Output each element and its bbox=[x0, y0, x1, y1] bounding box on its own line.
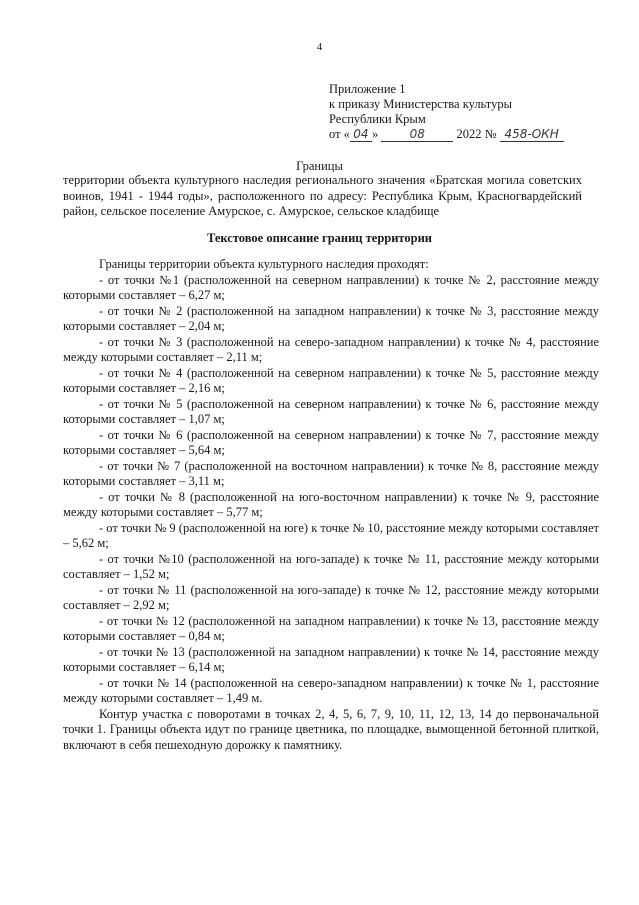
date-day-handwritten: 04 bbox=[353, 127, 369, 141]
document-title: Границы bbox=[296, 159, 343, 173]
number-sign: № bbox=[484, 127, 497, 141]
date-month-handwritten: 08 bbox=[409, 127, 425, 141]
segment-paragraph: - от точки № 6 (расположенной на северном направлении) к точке № 7, расстояние между которыми составляет – 5,64 м; bbox=[63, 427, 599, 457]
page-number: 4 bbox=[316, 41, 323, 53]
segment-paragraph: - от точки № 13 (расположенной на западном направлении) к точке № 14, расстояние между которыми составляет – 6,14 м; bbox=[63, 644, 599, 674]
section-heading: Текстовое описание границ территории bbox=[206, 231, 433, 245]
segment-paragraph: - от точки № 8 (расположенной на юго-восточном направлении) к точке № 9, расстояние между которыми составляет – 5,77 м; bbox=[63, 489, 599, 519]
segment-paragraph: - от точки № 9 (расположенной на юге) к точке № 10, расстояние между которыми составляет – 5,62 м; bbox=[63, 520, 599, 550]
date-year: 2022 bbox=[456, 127, 482, 141]
date-prefix: от « bbox=[329, 127, 350, 141]
appendix-date-line bbox=[329, 127, 629, 142]
appendix-order-ref: к приказу Министерства культуры bbox=[329, 97, 512, 111]
segment-paragraph: - от точки № 3 (расположенной на северо-западном направлении) к точке № 4, расстояние между которыми составляет – 2,11 м; bbox=[63, 334, 599, 364]
date-month-field bbox=[381, 128, 453, 142]
appendix-title: Приложение 1 bbox=[329, 82, 406, 96]
closing-paragraph: Контур участка с поворотами в точках 2, 4, 5, 6, 7, 9, 10, 11, 12, 13, 14 до первоначальной точки 1. Границы объекта идут по границе цветника, по площадке, вымощенной бетонной плиткой, включают в себя пешеходную дорожку к памятнику. bbox=[63, 706, 599, 752]
segment-paragraph: - от точки № 4 (расположенной на северном направлении) к точке № 5, расстояние между которыми составляет – 2,16 м; bbox=[63, 365, 599, 395]
date-day-field bbox=[350, 128, 372, 142]
order-number-handwritten: 458-ОКН bbox=[504, 127, 559, 141]
segment-paragraph: - от точки № 2 (расположенной на западном направлении) к точке № 3, расстояние между которыми составляет – 2,04 м; bbox=[63, 303, 599, 333]
segment-paragraph: - от точки №10 (расположенной на юго-западе) к точке № 11, расстояние между которыми составляет – 1,52 м; bbox=[63, 551, 599, 581]
segment-paragraph: - от точки № 12 (расположенной на западном направлении) к точке № 13, расстояние между которыми составляет – 0,84 м; bbox=[63, 613, 599, 643]
intro-paragraph: Границы территории объекта культурного наследия проходят: bbox=[99, 257, 429, 271]
object-description: территории объекта культурного наследия регионального значения «Братская могила советских воинов, 1941 - 1944 годы», расположенного по адресу: Республика Крым, Красногвардейский район, сельское поселение Амурское, с. Амурское, сельское кладбище bbox=[63, 173, 582, 219]
order-number-field bbox=[500, 128, 564, 142]
appendix-block bbox=[329, 82, 629, 142]
appendix-ministry-region: Республики Крым bbox=[329, 112, 426, 126]
date-quote-close: » bbox=[371, 127, 379, 141]
segment-paragraph: - от точки № 14 (расположенной на северо-западном направлении) к точке № 1, расстояние между которыми составляет – 1,49 м. bbox=[63, 675, 599, 705]
segment-paragraph: - от точки № 5 (расположенной на северном направлении) к точке № 6, расстояние между которыми составляет – 1,07 м; bbox=[63, 396, 599, 426]
segment-paragraph: - от точки № 7 (расположенной на восточном направлении) к точке № 8, расстояние между которыми составляет – 3,11 м; bbox=[63, 458, 599, 488]
segment-paragraph: - от точки №1 (расположенной на северном направлении) к точке № 2, расстояние между которыми составляет – 6,27 м; bbox=[63, 272, 599, 302]
segment-paragraph: - от точки № 11 (расположенной на юго-западе) к точке № 12, расстояние между которыми составляет – 2,92 м; bbox=[63, 582, 599, 612]
main-text bbox=[63, 257, 599, 753]
